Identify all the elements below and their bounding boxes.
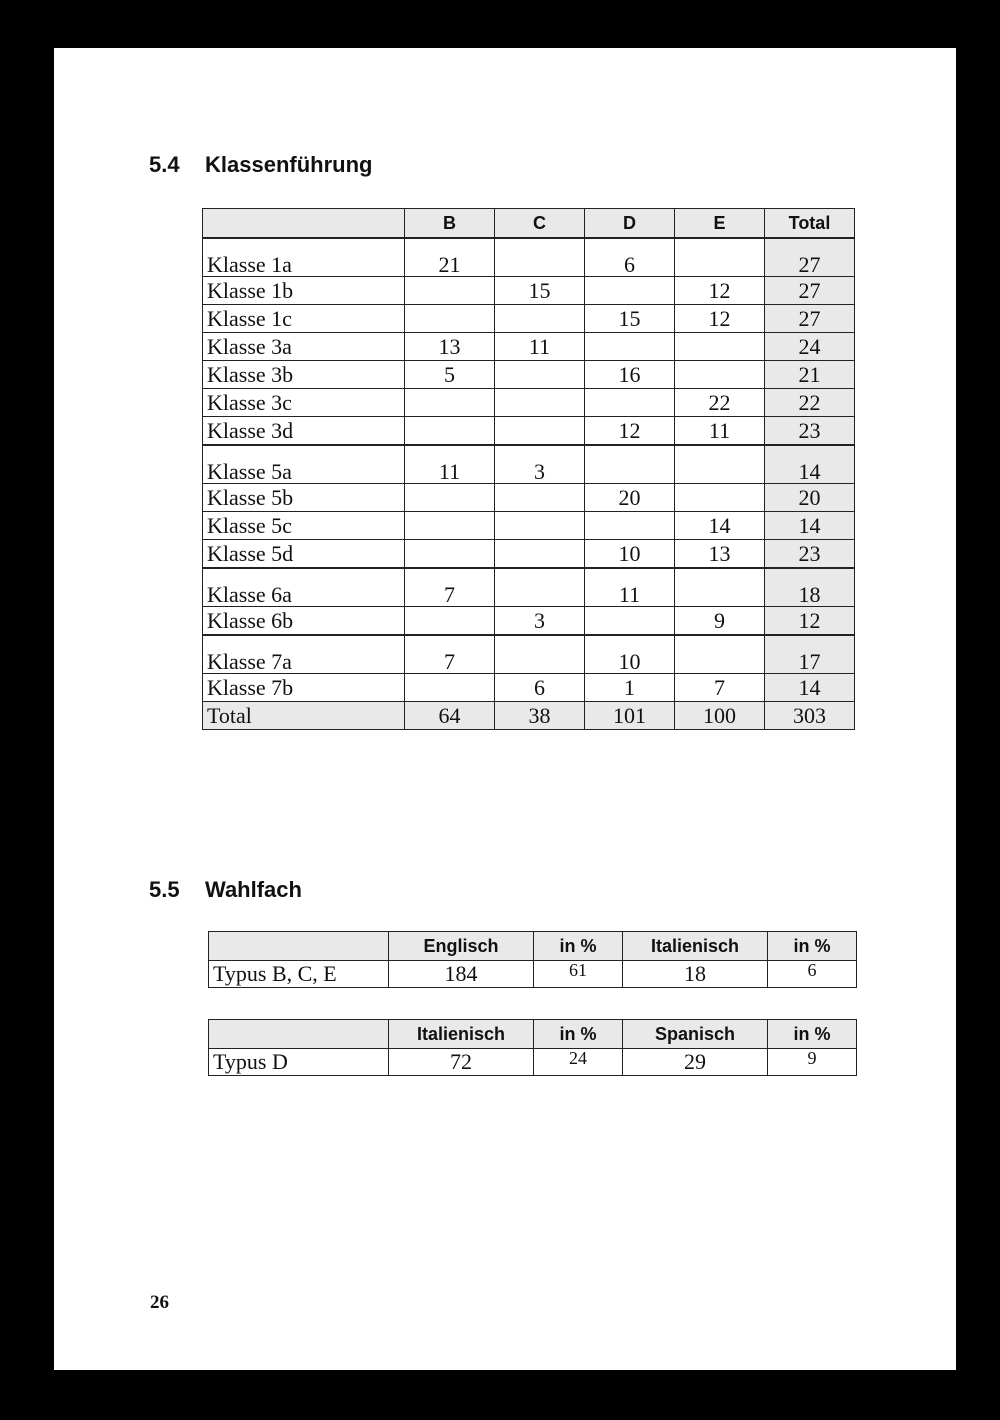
cell-b (405, 607, 495, 636)
header-cell-pct: in % (768, 932, 857, 961)
cell-total: 20 (765, 484, 855, 512)
section-number: 5.4 (149, 152, 180, 177)
table-row (209, 961, 857, 988)
cell-total: 18 (765, 568, 855, 607)
cell-c (495, 635, 585, 674)
cell-c (495, 389, 585, 417)
row-label: Klasse 1a (203, 238, 405, 277)
cell-d: 11 (585, 568, 675, 607)
header-cell-b: B (405, 209, 495, 239)
cell-total: 17 (765, 635, 855, 674)
cell-e (675, 238, 765, 277)
cell-c: 11 (495, 333, 585, 361)
cell-e (675, 484, 765, 512)
cell-total: 27 (765, 305, 855, 333)
table-row (203, 635, 855, 674)
cell-c (495, 540, 585, 569)
cell-c (495, 305, 585, 333)
cell-b (405, 277, 495, 305)
cell-total: 24 (765, 333, 855, 361)
cell-total: 21 (765, 361, 855, 389)
cell-total: 14 (765, 674, 855, 702)
cell-d (585, 512, 675, 540)
cell-b: 7 (405, 568, 495, 607)
table-row (209, 1049, 857, 1076)
cell-total: 23 (765, 540, 855, 569)
cell-e (675, 568, 765, 607)
section-heading-wahlfach (149, 877, 302, 903)
cell-d: 16 (585, 361, 675, 389)
table-row (203, 361, 855, 389)
cell-b: 7 (405, 635, 495, 674)
row-label: Klasse 5b (203, 484, 405, 512)
cell-b (405, 674, 495, 702)
row-label: Klasse 7a (203, 635, 405, 674)
cell-italienisch: 18 (623, 961, 768, 988)
table-row (203, 389, 855, 417)
cell-e: 12 (675, 305, 765, 333)
cell-e (675, 333, 765, 361)
cell-e: 14 (675, 512, 765, 540)
cell-b (405, 417, 495, 446)
cell-e: 9 (675, 607, 765, 636)
cell-d: 12 (585, 417, 675, 446)
table-row (203, 540, 855, 569)
cell-e: 7 (675, 674, 765, 702)
table-row (203, 674, 855, 702)
table-row (203, 484, 855, 512)
table-row (203, 305, 855, 333)
table-row (203, 277, 855, 305)
cell-d: 10 (585, 540, 675, 569)
cell-total: 303 (765, 702, 855, 730)
table-header-row (203, 209, 855, 239)
table-row (203, 607, 855, 636)
cell-b: 11 (405, 445, 495, 484)
row-label: Total (203, 702, 405, 730)
section-title: Klassenführung (205, 152, 373, 177)
header-cell-pct: in % (768, 1020, 857, 1049)
cell-b (405, 484, 495, 512)
cell-pct: 24 (534, 1049, 623, 1076)
section-number: 5.5 (149, 877, 180, 902)
cell-pct: 61 (534, 961, 623, 988)
table-row (203, 238, 855, 277)
wahlfach-table-d (208, 1019, 857, 1076)
cell-c (495, 484, 585, 512)
header-cell-spanisch: Spanisch (623, 1020, 768, 1049)
cell-e: 12 (675, 277, 765, 305)
cell-b: 13 (405, 333, 495, 361)
header-cell-englisch: Englisch (389, 932, 534, 961)
cell-c (495, 568, 585, 607)
header-cell-d: D (585, 209, 675, 239)
cell-total: 23 (765, 417, 855, 446)
header-cell-empty (203, 209, 405, 239)
row-label: Klasse 5d (203, 540, 405, 569)
row-label: Klasse 6b (203, 607, 405, 636)
header-cell-italienisch: Italienisch (389, 1020, 534, 1049)
document-page (54, 48, 956, 1370)
cell-b (405, 540, 495, 569)
cell-e: 13 (675, 540, 765, 569)
row-label: Klasse 1b (203, 277, 405, 305)
klassenfuehrung-table (202, 208, 855, 730)
cell-e (675, 445, 765, 484)
cell-e (675, 361, 765, 389)
table-total-row (203, 702, 855, 730)
table-row (203, 333, 855, 361)
page-number: 26 (150, 1292, 169, 1313)
cell-total: 12 (765, 607, 855, 636)
cell-spanisch: 29 (623, 1049, 768, 1076)
header-cell-c: C (495, 209, 585, 239)
cell-d: 10 (585, 635, 675, 674)
cell-pct: 6 (768, 961, 857, 988)
cell-total: 14 (765, 512, 855, 540)
cell-e (675, 635, 765, 674)
row-label: Klasse 7b (203, 674, 405, 702)
cell-c (495, 512, 585, 540)
row-label: Typus B, C, E (209, 961, 389, 988)
header-cell-total: Total (765, 209, 855, 239)
cell-italienisch: 72 (389, 1049, 534, 1076)
cell-b: 21 (405, 238, 495, 277)
row-label: Klasse 3b (203, 361, 405, 389)
table-row (203, 512, 855, 540)
cell-d: 1 (585, 674, 675, 702)
cell-c (495, 361, 585, 389)
cell-b: 5 (405, 361, 495, 389)
cell-c: 6 (495, 674, 585, 702)
cell-c: 38 (495, 702, 585, 730)
cell-b: 64 (405, 702, 495, 730)
cell-d (585, 445, 675, 484)
table-header-row (209, 1020, 857, 1049)
header-cell-empty (209, 1020, 389, 1049)
cell-d (585, 277, 675, 305)
header-cell-e: E (675, 209, 765, 239)
cell-total: 27 (765, 238, 855, 277)
wahlfach-table-bce (208, 931, 857, 988)
cell-e: 11 (675, 417, 765, 446)
header-cell-pct: in % (534, 932, 623, 961)
row-label: Klasse 5a (203, 445, 405, 484)
cell-pct: 9 (768, 1049, 857, 1076)
cell-b (405, 389, 495, 417)
cell-c: 3 (495, 607, 585, 636)
header-cell-empty (209, 932, 389, 961)
section-heading-klassenfuehrung (149, 152, 372, 178)
row-label: Klasse 3d (203, 417, 405, 446)
cell-e: 22 (675, 389, 765, 417)
row-label: Klasse 6a (203, 568, 405, 607)
table-row (203, 445, 855, 484)
cell-total: 27 (765, 277, 855, 305)
table-header-row (209, 932, 857, 961)
table-row (203, 568, 855, 607)
cell-b (405, 305, 495, 333)
cell-c: 3 (495, 445, 585, 484)
cell-d (585, 333, 675, 361)
cell-d: 101 (585, 702, 675, 730)
header-cell-pct: in % (534, 1020, 623, 1049)
cell-total: 22 (765, 389, 855, 417)
cell-total: 14 (765, 445, 855, 484)
row-label: Klasse 3c (203, 389, 405, 417)
section-title: Wahlfach (205, 877, 302, 902)
cell-b (405, 512, 495, 540)
cell-c: 15 (495, 277, 585, 305)
cell-e: 100 (675, 702, 765, 730)
row-label: Typus D (209, 1049, 389, 1076)
header-cell-italienisch: Italienisch (623, 932, 768, 961)
cell-d (585, 389, 675, 417)
cell-d: 6 (585, 238, 675, 277)
cell-d (585, 607, 675, 636)
table-row (203, 417, 855, 446)
cell-d: 20 (585, 484, 675, 512)
row-label: Klasse 5c (203, 512, 405, 540)
cell-c (495, 417, 585, 446)
cell-englisch: 184 (389, 961, 534, 988)
cell-c (495, 238, 585, 277)
cell-d: 15 (585, 305, 675, 333)
row-label: Klasse 1c (203, 305, 405, 333)
row-label: Klasse 3a (203, 333, 405, 361)
